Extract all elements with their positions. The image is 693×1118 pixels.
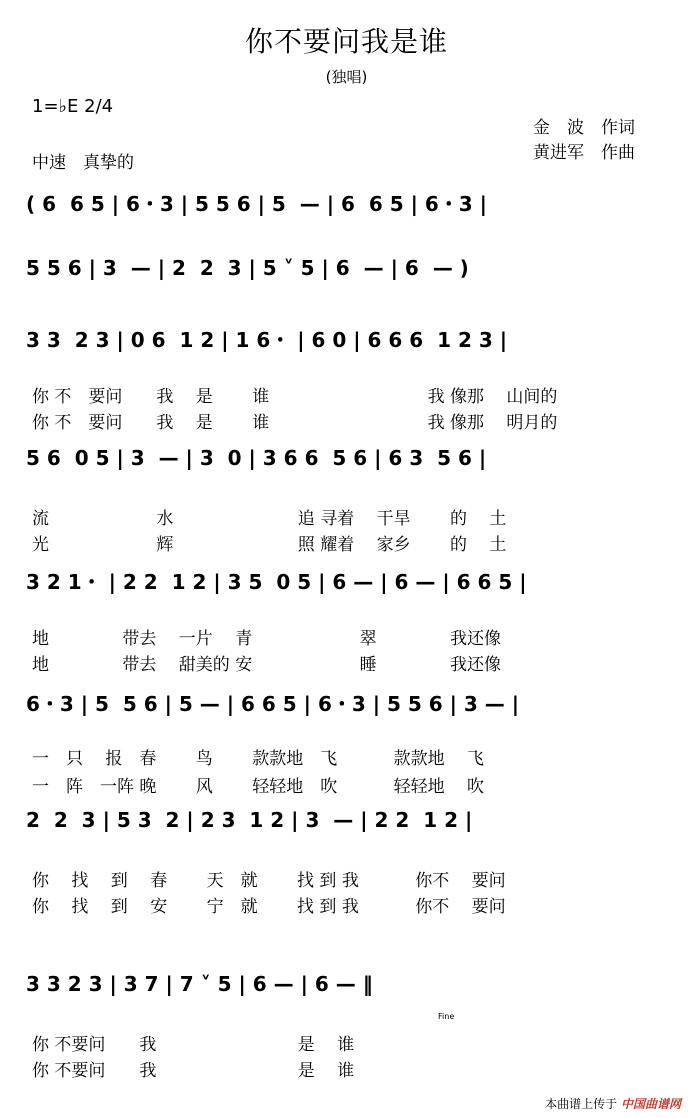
lyric-line: 光 辉 照 耀着 家乡 的 土: [32, 535, 507, 555]
tempo-marking: 中速 真挚的: [32, 153, 134, 173]
lyric-line: 一 阵 一阵 晚 风 轻轻地 吹 轻轻地 吹: [32, 777, 485, 797]
lyricist-credit: 金 波 作词: [533, 118, 635, 138]
lyric-line: 流 水 追 寻着 干旱 的 土: [32, 509, 507, 529]
footer-text: 本曲谱上传于: [545, 1097, 618, 1111]
stave-notes: 6・3 | 5 5 6 | 5 — | 6 6 5 | 6・3 | 5 5 6 | 3 — |: [26, 692, 520, 716]
stave-notes: 5 6 0 5 | 3 — | 3 0 | 3 6 6 5 6 | 6 3 5 6 |: [26, 446, 487, 470]
lyric-line: 你 找 到 春 天 就 找 到 我 你不 要问: [32, 871, 506, 891]
stave-notes: 3 3 2 3 | 0 6 1 2 | 1 6・ | 6 0 | 6 6 6 1 2 3 |: [26, 328, 508, 352]
stave-2: [26, 256, 666, 296]
key-signature: 1=♭E 2/4: [32, 96, 114, 117]
lyric-line: 你 不 要问 我 是 谁 我 像那 明月的: [32, 413, 558, 433]
credits: [533, 116, 663, 166]
stave-notes: ( 6 6 5 | 6・3 | 5 5 6 | 5 — | 6 6 5 | 6・3 |: [26, 192, 487, 216]
footer: [545, 1095, 681, 1112]
stave-5: [26, 566, 666, 606]
lyric-line: 地 带去 甜美的 安 睡 我还像: [32, 655, 502, 675]
stave-3: [26, 324, 666, 364]
lyric-line: 地 带去 一片 青 翠 我还像: [32, 629, 502, 649]
stave-notes: 3 3 2 3 | 3 7 | 7 ˅ 5 | 6 — | 6 — ‖: [26, 972, 373, 996]
lyric-line: 一 只 报 春 鸟 款款地 飞 款款地 飞: [32, 749, 485, 769]
stave-notes: 3 2 1・ | 2 2 1 2 | 3 5 0 5 | 6 — | 6 — | 6 6 5 |: [26, 570, 527, 594]
stave-6: [26, 688, 666, 728]
stave-notes: 2 2 3 | 5 3 2 | 2 3 1 2 | 3 — | 2 2 1 2 |: [26, 808, 473, 832]
song-title: 你不要问我是谁: [244, 25, 448, 58]
lyric-line: 你 不 要问 我 是 谁 我 像那 山间的: [32, 387, 558, 407]
lyric-line: 你 不要问 我 是 谁: [32, 1061, 355, 1081]
stave-7: [26, 808, 666, 848]
fine-marking: Fine: [438, 1012, 455, 1021]
site-logo: 中国曲谱网: [620, 1097, 681, 1111]
lyric-line: 你 不要问 我 是 谁: [32, 1035, 355, 1055]
stave-4: [26, 446, 666, 486]
lyric-line: 你 找 到 安 宁 就 找 到 我 你不 要问: [32, 897, 506, 917]
composer-credit: 黄进军 作曲: [533, 143, 635, 163]
song-subtitle: (独唱): [325, 68, 368, 86]
stave-8: [26, 972, 666, 1012]
stave-1: [26, 188, 666, 228]
stave-notes: 5 5 6 | 3 — | 2 2 3 | 5 ˅ 5 | 6 — | 6 — ): [26, 256, 469, 280]
